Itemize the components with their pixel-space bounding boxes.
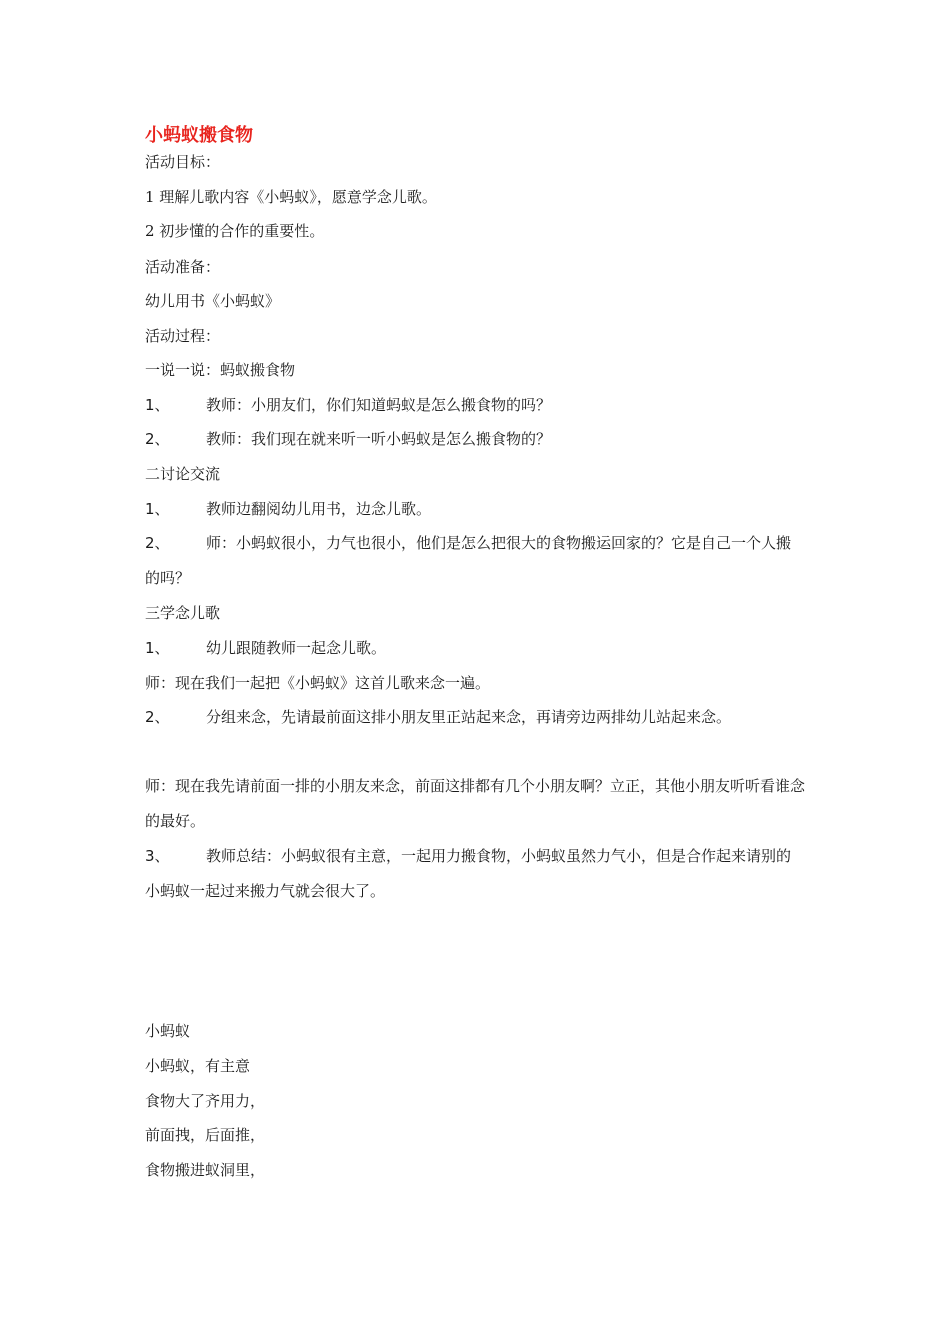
paragraph: 师：现在我先请前面一排的小朋友来念，前面这排都有几个小朋友啊？立正，其他小朋友听听看谁念的最好。 (145, 777, 806, 830)
list-item (145, 839, 805, 909)
goals-heading: 活动目标： (145, 153, 221, 171)
list-number: 2、 (145, 708, 170, 726)
goal-2: 2 初步懂的合作的重要性。 (145, 222, 325, 240)
poem-line: 前面拽，后面推， (145, 1126, 266, 1144)
list-text: 幼儿跟随教师一起念儿歌。 (206, 639, 387, 657)
list-number: 1、 (145, 396, 170, 414)
list-item (145, 526, 805, 596)
part3-heading: 三学念儿歌 (145, 604, 221, 622)
list-text: 教师：我们现在就来听一听小蚂蚁是怎么搬食物的？ (206, 430, 552, 448)
list-text: 师：小蚂蚁很小，力气也很小，他们是怎么把很大的食物搬运回家的？它是自己一个人搬的吗？ (145, 534, 792, 587)
list-text: 教师边翻阅幼儿用书，边念儿歌。 (206, 500, 432, 518)
paragraph: 师：现在我们一起把《小蚂蚁》这首儿歌来念一遍。 (145, 674, 491, 692)
list-text: 分组来念，先请最前面这排小朋友里正站起来念，再请旁边两排幼儿站起来念。 (206, 708, 732, 726)
poem-title: 小蚂蚁 (145, 1022, 191, 1040)
list-item (145, 499, 431, 519)
process-heading: 活动过程： (145, 327, 221, 345)
list-number: 3、 (145, 847, 170, 865)
document-title: 小蚂蚁搬食物 (145, 125, 253, 146)
list-text: 教师：小朋友们，你们知道蚂蚁是怎么搬食物的吗？ (206, 396, 552, 414)
part2-heading: 二讨论交流 (145, 465, 221, 483)
list-number: 2、 (145, 430, 170, 448)
list-item (145, 638, 386, 658)
list-number: 1、 (145, 500, 170, 518)
poem-line: 食物搬进蚁洞里， (145, 1161, 266, 1179)
prep-item: 幼儿用书《小蚂蚁》 (145, 292, 281, 310)
list-item (145, 395, 551, 415)
list-item (145, 707, 731, 727)
goal-1: 1 理解儿歌内容《小蚂蚁》，愿意学念儿歌。 (145, 188, 437, 206)
list-text: 教师总结：小蚂蚁很有主意，一起用力搬食物，小蚂蚁虽然力气小，但是合作起来请别的小蚂蚁一起过来搬力气就会很大了。 (145, 847, 792, 900)
poem-line: 食物大了齐用力， (145, 1092, 266, 1110)
part1-heading: 一说一说：蚂蚁搬食物 (145, 361, 296, 379)
list-item (145, 429, 551, 449)
list-number: 2、 (145, 534, 170, 552)
poem-line: 小蚂蚁，有主意 (145, 1057, 251, 1075)
list-number: 1、 (145, 639, 170, 657)
prep-heading: 活动准备： (145, 258, 221, 276)
